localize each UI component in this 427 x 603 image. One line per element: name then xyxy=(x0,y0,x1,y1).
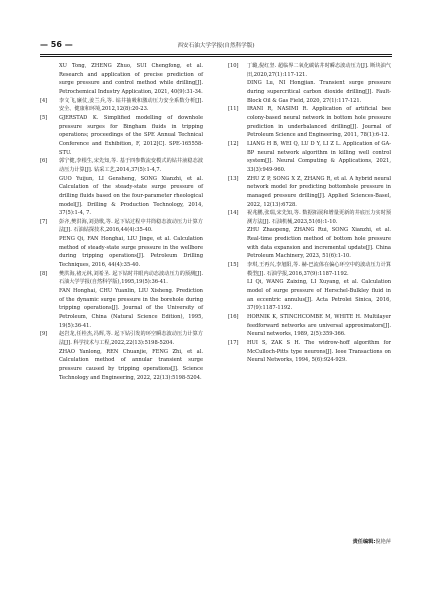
editor-name: 倪艳萍 xyxy=(375,539,391,545)
reference-number: [16] xyxy=(228,314,239,321)
reference-number: [5] xyxy=(40,114,48,121)
reference-text: LI Qi, WANG Zaixing, LI Xuyang, et al. Calculation model of surge pressure of Herschel-Bulkley fluid in an eccentric annulus[J]. Acta Petrolei Sinica, 2016, 37(9):1187-1192. xyxy=(247,279,391,312)
reference-number: [8] xyxy=(40,270,48,277)
page-number: — 56 — xyxy=(40,40,73,49)
reference-number: [4] xyxy=(40,97,48,104)
reference-text: HUI S, ZAK S H. The widrow-hoff algorithm for McCulloch-Pitts type neurons[J]. Ieee Transactions on Neural Networks, 1994, 5(6):924-929. xyxy=(247,340,391,364)
reference-item xyxy=(40,270,203,331)
reference-item xyxy=(40,114,203,157)
reference-text: FAN Honghai, CHU Yuanlin, LIU Xisheng. Prediction of the dynamic surge pressure in the borehole during tripping operations[J]. Journal of the University of Petroleum, China (Natural Science Edition), 1995, 19(5):36-41. xyxy=(59,288,203,329)
reference-item xyxy=(228,209,391,261)
reference-text: 祝兆鹏,张瑞,宋先知,等. 数据拓展和增量更新的井底压力实时预测方法[J]. 石油机械,2023,51(6):1-10. xyxy=(247,210,391,225)
reference-text: DING Lu, NI Hongjian. Transient surge pressure during supercritical carbon dioxide drilling[J]. Fault-Block Oil & Gas Field, 2020, 27(1):117-121. xyxy=(247,80,391,104)
reference-item xyxy=(228,105,391,140)
reference-number: [7] xyxy=(40,218,48,225)
reference-number: [11] xyxy=(228,106,239,113)
reference-item xyxy=(40,97,203,114)
reference-number: [12] xyxy=(228,140,239,147)
responsible-editor xyxy=(228,538,391,545)
reference-number: [13] xyxy=(228,175,239,182)
reference-text: XU Tong, ZHENG Zhuo, SUI Chengfong, et al. Research and application of precise prediction of surge pressure and control method while drilling[J]. Petrochemical Industry Application, 2021, 40(9):31-34. xyxy=(59,63,203,95)
reference-number: [9] xyxy=(40,331,48,338)
journal-title: 西安石油大学学报(自然科学版) xyxy=(177,43,255,49)
header-rule-thick xyxy=(40,54,392,55)
reference-number: [15] xyxy=(228,262,239,269)
reference-item xyxy=(40,218,203,270)
reference-item xyxy=(228,313,391,339)
reference-item xyxy=(228,140,391,175)
reference-item xyxy=(40,62,203,97)
reference-text: ZHU Zhaopeng, ZHANG Rui, SONG Xianzhi, et al. Real-time prediction method of bottom hole pressure with data expansion and incremental update[J]. China Petroleum Machinery, 2023, 51(6):1-10. xyxy=(247,227,391,260)
header-rule-thin xyxy=(40,56,392,57)
reference-number: [6] xyxy=(40,158,48,165)
reference-text: 樊洪海,褚元林,刘希圣. 起下钻时井眼内动态波动压力的预测[J]. 石油大学学报(自然科学版),1995,19(5):36-41. xyxy=(59,270,203,286)
running-header xyxy=(40,40,392,52)
reference-text: 丁璐,倪红坚. 超临界二氧化碳钻井时瞬态波动压力[J]. 断块油气田,2020,27(1):117-121. xyxy=(247,63,391,78)
reference-text: ZHAO Yanlong, REN Chuanjie, FENG Zhi, et al. Calculation method of annular transient surge pressure caused by tripping operations[J]. Science Technology and Engineering, 2022, 22(13):5198-5204. xyxy=(59,348,203,381)
reference-number: [17] xyxy=(228,340,239,346)
reference-item xyxy=(228,261,391,313)
editor-label: 责任编辑: xyxy=(352,539,376,545)
reference-item xyxy=(228,62,391,105)
reference-item xyxy=(228,339,391,365)
reference-text: IRANI R, NASIMI R. Application of artificial bee colony-based neural network in bottom hole pressure prediction in underbalanced drilling[J]. Journal of Petroleum Science and Engineering, 2011, 78(1):6-12. xyxy=(247,106,391,139)
reference-item xyxy=(228,175,391,210)
reference-number: [14] xyxy=(228,210,239,217)
reference-text: GJERSTAD K. Simplified modelling of downhole pressure surges for Bingham fluids in tripping operations; proceedings of the SPE Annual Technical Conference and Exhibition, F, 2012[C]. SPE-165558-STU. xyxy=(59,114,203,156)
reference-number: [10] xyxy=(228,63,239,69)
reference-text: 郭宁健,李根生,宋先知,等. 基于四参数流变模式的钻井液稳态波动压力计算[J]. 钻采工艺,2014,37(5):1-4,7. xyxy=(59,158,203,173)
reference-item xyxy=(40,330,203,382)
reference-text: GUO Yuijun, LI Gensheng, SONG Xianzhi, et al. Calculation of the steady-state surge pressure of drilling fluids based on the four-parameter rheological model[J]. Drilling & Production Technology, 2014, 37(5):1-4, 7. xyxy=(59,175,203,217)
reference-text: 赵岩龙,任栓杰,冯辉,等. 起下钻引发的环空瞬态波动压力计算方法[J]. 科学技术与工程,2022,22(13):5198-5204. xyxy=(59,331,203,346)
reference-text: HORNIK K, STINCHCOMBE M, WHITE H. Multilayer feedforward networks are universal approximators[J]. Neural networks, 1989, 2(5):359-366. xyxy=(247,314,391,338)
reference-text: 李琪,王再兴,李旭阳,等. 赫-巴流体在偏心环空中的波动压力计算模型[J]. 石油学报,2016,37(9):1187-1192. xyxy=(247,262,391,277)
reference-item xyxy=(40,157,203,218)
reference-text: 李文飞,廉仗,姜兰兵,等. 钻井抽吸和激动压力安全系数分析[J]. 安全、健康和环境,2012,12(8):20-23. xyxy=(59,97,203,113)
references-left-column xyxy=(40,62,203,382)
reference-text: 彭齐,樊洪海,刘劲歌,等. 起下钻过程中井筒稳态波动压力计算方法[J]. 石油钻探技术,2016,44(4):35-40. xyxy=(59,218,203,234)
reference-text: PENG Qi, FAN Honghai, LIU Jinge, et al. Calculation method of steady-state surge pressure in the wellbore during tripping operations[J]. Petroleum Drilling Techniques, 2016, 44(4):35-40. xyxy=(59,236,203,269)
reference-text: LIANG H B, WEI Q, LU D Y, LI Z L. Application of GA-BP neural network algorithm in killing well control system[J]. Neural Computing & Applications, 2021, 33(3):949-960. xyxy=(247,140,391,173)
references-right-column xyxy=(228,62,391,365)
reference-text: ZHU Z P, SONG X Z, ZHANG R, et al. A hybrid neural network model for predicting bottomhole pressure in managed pressure drilling[J]. Applied Sciences-Basel, 2022, 12(13):6728. xyxy=(247,175,391,208)
